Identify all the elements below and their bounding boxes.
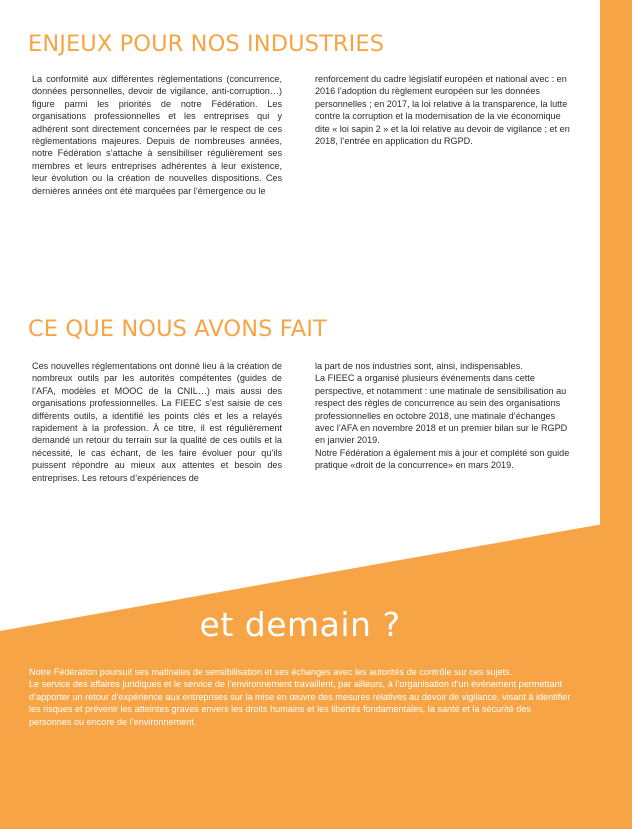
section-title-ce-que-nous-avons-fait: CE QUE NOUS AVONS FAIT <box>28 316 327 342</box>
demain-paragraph-2: Le service des affaires juridiques et le service de l’environnement travaillent, par ailleurs, à l’organisation d’un événement permettant d’apporter un retour d’expérience aux entreprises sur la mise en œuvre des mesures relatives au devoir de vigilance, visant à identifier les risques et prévenir les atteintes graves envers les droits humains et les libertés fondamentales, la santé et la sécurité des personnes ou encore de l’environnement. <box>29 679 571 727</box>
fait-paragraph-1: la part de nos industries sont, ainsi, indispensables. <box>315 361 523 371</box>
section-title-et-demain: et demain ? <box>199 605 401 644</box>
fait-paragraph-3: Notre Fédération a également mis à jour et complété son guide pratique «droit de la concurrence» en mars 2019. <box>315 447 570 471</box>
right-edge-bar <box>600 0 632 829</box>
fait-paragraph-2: La FIEEC a organisé plusieurs événements dans cette perspective, et notamment : une matinale de sensibilisation au respect des règles de concurrence au sein des organisations professionnelles en octobre 2018, une matinale d’échanges avec l’AFA en novembre 2018 et un premier bilan sur le RGPD en janvier 2019. <box>315 373 568 446</box>
section-title-enjeux: ENJEUX POUR NOS INDUSTRIES <box>28 31 385 57</box>
fait-column-left: Ces nouvelles réglementations ont donné lieu à la création de nombreux outils par les autorités compétentes (guides de l’AFA, modèles et MOOC de la CNIL…) mais aussi des organisations professionnelles. La FIEEC s’est saisie de ces différents outils, a identifié les points clés et les a relayés rapidement à la profession. À ce titre, il est régulièrement demandé un retour du terrain sur la qualité de ces outils et la nécessité, le cas échant, de les faire évoluer pour qu’ils puissent répondre au mieux aux attentes et besoin des entreprises. Les retours d’expériences de <box>32 361 282 483</box>
demain-paragraph-1: Notre Fédération poursuit ses matinales de sensibilisation et ses échanges avec les autorités de contrôle sur ces sujets. <box>29 667 513 677</box>
fait-column-right <box>315 360 570 472</box>
enjeux-column-left: La conformité aux différentes règlementations (concurrence, données personnelles, devoir de vigilance, anti-corruption…) figure parmi les priorités de notre Fédération. Les organisations professionnelles et les entreprises qui y adhérent sont directement concernées par le respect de ces règlementations majeures. Depuis de nombreuses années, notre Fédération s’attache à sensibiliser régulièrement ses membres et leurs entreprises adhérentes à leur existence, leur évolution ou la création de nouvelles dispositions. Ces dernières années ont été marquées par l’émergence ou le <box>32 74 282 196</box>
demain-body <box>29 666 574 728</box>
enjeux-column-right: renforcement du cadre législatif européen et national avec : en 2016 l’adoption du règlement européen sur les données personnelles ; en 2017, la loi relative à la transparence, la lutte contre la corruption et la modernisation de la vie économique dite « loi sapin 2 » et la loi relative au devoir de vigilance ; et en 2018, l’entrée en application du RGPD. <box>315 74 570 147</box>
